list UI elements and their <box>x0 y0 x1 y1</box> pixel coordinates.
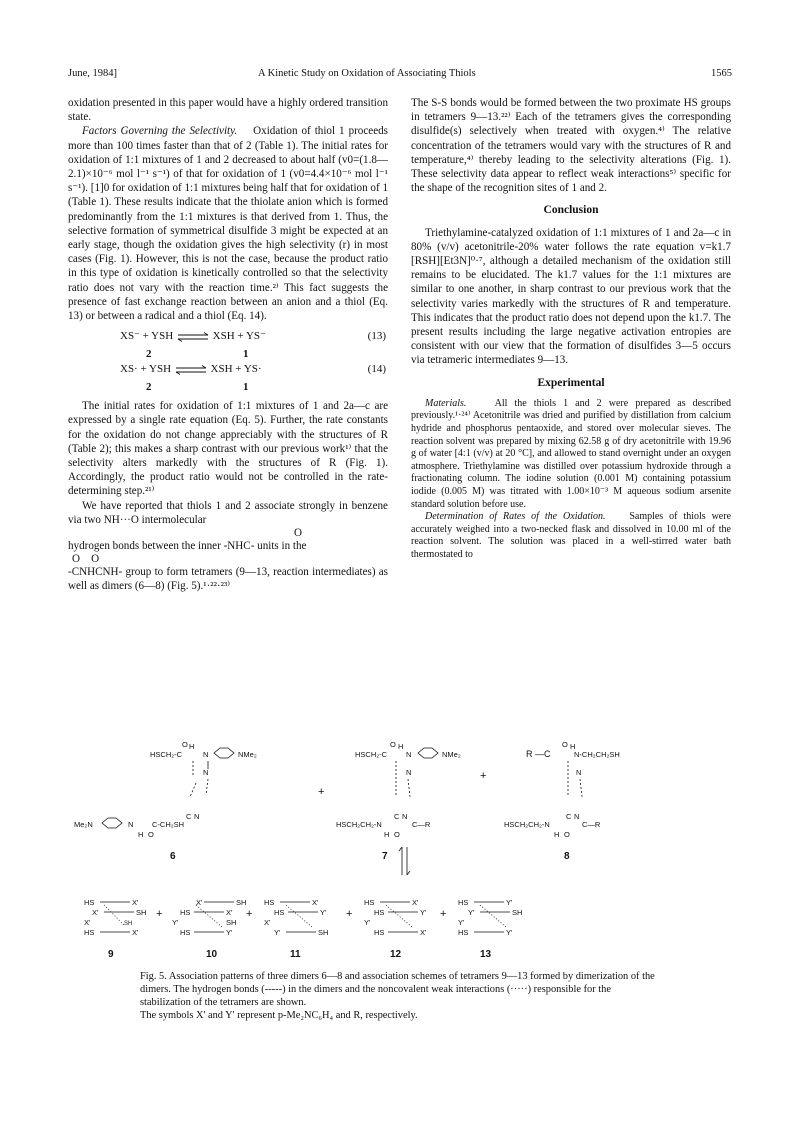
svg-text:SH: SH <box>226 918 237 927</box>
equation-number: (13) <box>367 330 386 343</box>
svg-text:X': X' <box>132 898 139 907</box>
compound-number: 12 <box>390 949 402 960</box>
svg-text:HS: HS <box>274 908 285 917</box>
equation-rhs: XSH + YS⁻ <box>212 330 266 343</box>
paragraph: -CNHCNH- group to form tetramers (9—13, reaction intermediates) as well as dimers (6—8) (Fig. 5).¹·²²·²³⁾ <box>68 566 388 593</box>
plus-sign: + <box>156 908 163 920</box>
benzene-ring-icon <box>418 748 438 758</box>
svg-text:C: C <box>186 812 192 821</box>
svg-text:O: O <box>390 740 396 749</box>
svg-text:Y': Y' <box>420 908 427 917</box>
svg-text:C: C <box>394 812 400 821</box>
svg-text:Y': Y' <box>506 928 513 937</box>
svg-text:HS: HS <box>458 928 469 937</box>
group-label: N-CH₂CH₂SH <box>574 750 620 759</box>
right-column <box>411 96 731 562</box>
dimer-6 <box>74 740 257 862</box>
tetramer-10 <box>172 898 246 960</box>
plus-sign: + <box>480 770 487 782</box>
subsection-heading: Determination of Rates of the Oxidation. <box>425 511 606 523</box>
formula-oxygen: O O <box>72 553 100 566</box>
svg-text:HS: HS <box>458 898 469 907</box>
svg-text:N: N <box>576 768 582 777</box>
svg-text:O: O <box>562 740 568 749</box>
svg-text:X': X' <box>92 908 99 917</box>
svg-text:SH: SH <box>512 908 523 917</box>
svg-text:X': X' <box>264 918 271 927</box>
svg-text:X': X' <box>412 898 419 907</box>
svg-text:HS: HS <box>180 908 191 917</box>
figure-5-structures <box>68 735 732 970</box>
paragraph <box>411 398 731 511</box>
equation-number: (14) <box>367 363 386 376</box>
svg-text:Y': Y' <box>364 918 371 927</box>
svg-text:H: H <box>138 830 144 839</box>
paragraph-body: Oxidation of thiol 1 proceeds more than 100 times faster than that of 2 (Table 1). The initial rates for oxidation of 1:1 mixtures of 1 and 2 decreased to about half (v0=(1.8—2.1)×10⁻⁶ mol l⁻¹ s⁻¹) of that for oxidation of 1 (v0=4.4×10⁻⁶ mol l⁻¹ s⁻¹). [1]0 for oxidation of 1:1 mixtures being half that for oxidation of 1 (Table 1). These results indicate that the thiolate anion which is formed predominantly from the 1:1 mixtures is that derived from 1. Thus, the selective formation of symmetrical disulfide 3 might be expected at an early stage, though the oxidation gives the high selectivity (r) in most cases (Fig. 1). However, this is not the case, because the product ratio in this type of oxidation is kinetically controlled so that the selectivity ratio does not vary with the reaction time.²⁾ This fact suggests the presence of fast exchange reaction between an anion and a thiol (Eq. 13) or between a radical and a thiol (Eq. 14). <box>68 125 388 323</box>
svg-text:Y': Y' <box>274 928 281 937</box>
paragraph-body: Samples of thiols were accurately weighed into a two-necked flask and dissolved in 10.00 ml of the reaction solvent. The solution was placed in a well-stirred water bath thermostated to <box>411 511 732 560</box>
group-label: HSCH₂-C <box>150 750 183 759</box>
running-header <box>68 68 732 84</box>
equilibrium-arrow-icon <box>399 847 410 875</box>
compound-number: 8 <box>564 851 570 862</box>
equilibrium-arrow-icon <box>176 332 210 342</box>
svg-text:O: O <box>564 830 570 839</box>
caption-text: Fig. 5. Association patterns of three dimers 6—8 and association schemes of tetramers 9—13 formed by dimerization of the dimers. The hydrogen bonds (-----) in the dimers and the noncovalent weak interactions (·····) responsible for the stabilization of the tetramers are shown. <box>140 971 655 1008</box>
paragraph-body: All the thiols 1 and 2 were prepared as described previously.¹·²⁴⁾ Acetonitrile was dried and purified by distillation from calcium hydride and phosphorus pentaoxide, and stored over molecular sieves. The reaction solvent was prepared by mixing 62.58 g of dry acetonitrile with 19.96 g of water [4:1 (v/v) at 20 °C], and allowed to stand overnight under an oxygen atmosphere. Triethylamine was distilled over potassium hydroxide through a fractionating column. The iodine solution (0.001 M) containing potassium iodide (0.005 M) was titrated with 1.00×10⁻³ M aqueous sodium arsenite standard solution before use. <box>411 397 731 510</box>
svg-text:H: H <box>570 742 576 751</box>
group-label: C—R <box>582 820 601 829</box>
paragraph: hydrogen bonds between the inner -NHC- units in the <box>68 540 307 553</box>
svg-text:HS: HS <box>84 928 95 937</box>
svg-text:H: H <box>398 742 404 751</box>
paragraph: We have reported that thiols 1 and 2 associate strongly in benzene via two NH···O intermolecular <box>68 499 388 526</box>
group-label: NMe₂ <box>442 750 461 759</box>
group-label: HSCH₂CH₂-N <box>336 820 382 829</box>
svg-text:Y': Y' <box>468 908 475 917</box>
equation-labels <box>68 347 388 362</box>
figure-caption <box>140 970 660 1022</box>
svg-text:SH: SH <box>136 908 147 917</box>
svg-text:N: N <box>194 812 200 821</box>
svg-text:Y': Y' <box>226 928 233 937</box>
equilibrium-arrow-icon <box>174 365 208 375</box>
paragraph <box>68 124 388 323</box>
plus-sign: + <box>346 908 353 920</box>
compound-label: 1 <box>243 381 249 394</box>
svg-text:N: N <box>203 750 209 759</box>
tetramer-12 <box>364 898 427 960</box>
svg-text:X': X' <box>84 918 91 927</box>
plus-sign: + <box>440 908 447 920</box>
group-label: R —C <box>526 749 551 759</box>
paragraph: The initial rates for oxidation of 1:1 mixtures of 1 and 2a—c are expressed by a single rate equation (Eq. 5). Further, the rate constants for the oxidation do not change appreciably with the structures of R (Table 2); this makes a sharp contrast with our previous work¹⁾ that the selectivity alters markedly with the structures of R (Fig. 1). Accordingly, the product ratio would not be controlled in the rate-determining step.²¹⁾ <box>68 400 388 498</box>
group-label: HSCH₂-C <box>355 750 388 759</box>
paragraph <box>411 511 731 561</box>
svg-text:HS: HS <box>264 898 275 907</box>
equation-rhs: XSH + YS· <box>210 363 262 376</box>
tetramer-11 <box>264 898 328 960</box>
group-label: C—R <box>412 820 431 829</box>
svg-text:SH: SH <box>236 898 247 907</box>
subsection-heading: Materials. <box>425 397 467 409</box>
equation-13 <box>68 329 388 347</box>
header-date: June, 1984] <box>68 68 117 79</box>
compound-label: 2 <box>146 381 152 394</box>
svg-text:N: N <box>406 768 412 777</box>
svg-text:Y': Y' <box>506 898 513 907</box>
svg-text:C: C <box>566 812 572 821</box>
compound-number: 9 <box>108 949 114 960</box>
header-title: A Kinetic Study on Oxidation of Associating Thiols <box>258 68 476 79</box>
svg-text:H: H <box>554 830 560 839</box>
equation-14 <box>68 362 388 380</box>
svg-text:Y': Y' <box>172 918 179 927</box>
plus-sign: + <box>246 908 253 920</box>
svg-text:N: N <box>402 812 408 821</box>
dimer-7 <box>336 740 461 862</box>
left-column <box>68 96 388 594</box>
svg-text:HS: HS <box>180 928 191 937</box>
section-heading-conclusion: Conclusion <box>543 204 599 217</box>
compound-label: 2 <box>146 348 152 361</box>
group-label: C-CH₂SH <box>152 820 185 829</box>
svg-text:H: H <box>189 742 195 751</box>
svg-text:X': X' <box>312 898 319 907</box>
group-label: Me₂N <box>74 820 93 829</box>
svg-text:SH: SH <box>318 928 329 937</box>
svg-text:N: N <box>574 812 580 821</box>
compound-label: 1 <box>243 348 249 361</box>
svg-text:X': X' <box>196 898 203 907</box>
svg-text:HS: HS <box>84 898 95 907</box>
svg-text:SH: SH <box>124 921 133 927</box>
svg-text:Y': Y' <box>320 908 327 917</box>
tetramer-13 <box>458 898 522 960</box>
svg-text:O: O <box>182 740 188 749</box>
svg-text:X': X' <box>226 908 233 917</box>
svg-text:X': X' <box>420 928 427 937</box>
section-heading-experimental: Experimental <box>537 376 605 389</box>
group-label: HSCH₂CH₂-N <box>504 820 550 829</box>
compound-number: 6 <box>170 851 176 862</box>
benzene-ring-icon <box>214 748 234 758</box>
compound-number: 11 <box>290 949 301 960</box>
paragraph: The S-S bonds would be formed between the two proximate HS groups in tetramers 9—13.²²⁾ Each of the tetramers gives the corresponding disulfide(s) selectively when treated with oxygen.⁴⁾ The relative concentration of the tetramers would vary with the structures of R and temperature,⁴⁾ thereby leading to the selectivity alterations (Fig. 1). These selectivity data appear to reflect weak interactions⁵⁾ specific for the shape of the recognition sites of 1 and 2. <box>411 97 731 195</box>
svg-text:H: H <box>384 830 390 839</box>
equation-lhs: XS⁻ + YSH <box>120 330 174 343</box>
plus-sign: + <box>318 786 325 798</box>
svg-text:N: N <box>128 820 134 829</box>
experimental-section <box>411 398 731 562</box>
equation-labels <box>68 380 388 395</box>
compound-number: 13 <box>480 949 492 960</box>
paragraph: oxidation presented in this paper would have a highly ordered transition state. <box>68 97 388 124</box>
svg-text:HS: HS <box>374 908 385 917</box>
dimer-8 <box>504 740 620 862</box>
group-label: NMe₂ <box>238 750 257 759</box>
compound-number: 10 <box>206 949 218 960</box>
compound-number: 7 <box>382 851 388 862</box>
svg-text:N: N <box>203 768 209 777</box>
svg-text:Y': Y' <box>458 918 465 927</box>
equation-lhs: XS· + YSH <box>120 363 172 376</box>
svg-text:N: N <box>406 750 412 759</box>
header-page-number: 1565 <box>711 68 732 79</box>
tetramer-9 <box>84 898 146 960</box>
svg-text:O: O <box>148 830 154 839</box>
paragraph: Triethylamine-catalyzed oxidation of 1:1 mixtures of 1 and 2a—c in 80% (v/v) acetonitrile-20% water follows the rate equation v=k1.7 [RSH][Et3N]⁰·⁷, although a detailed mechanism of the oxidation still remains to be elucidated. The k1.7 values for the 1:1 mixtures are similar to one another, in sharp contrast to our previous work that the selectivity varies markedly with the structures of R and temperature. This indicates that the product ratio does not depend upon the k1.7. The present results including the large negative activation entropies are consistent with our view that the formation of disulfides 3—5 occurs via tetrameric intermediates 9—13. <box>411 226 731 367</box>
svg-text:X': X' <box>132 928 139 937</box>
formula-oxygen: O <box>294 527 303 540</box>
svg-text:HS: HS <box>374 928 385 937</box>
caption-text: The symbols X' and Y' represent p-Me₂NC₆H₄ and R, respectively. <box>140 1010 418 1021</box>
subsection-heading: Factors Governing the Selectivity. <box>82 125 238 138</box>
svg-text:HS: HS <box>364 898 375 907</box>
svg-text:O: O <box>394 830 400 839</box>
benzene-ring-icon <box>102 818 122 828</box>
